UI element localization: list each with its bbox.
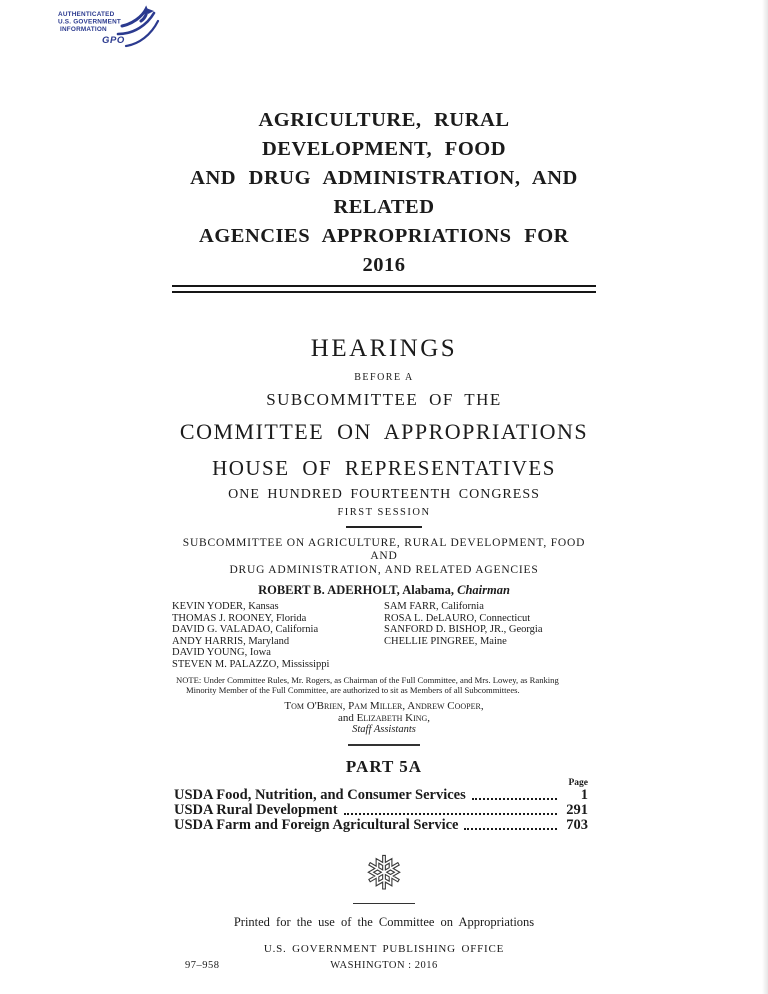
member-name: KEVIN YODER, Kansas (172, 601, 279, 612)
dot-leader (472, 798, 557, 800)
member-name: ROSA L. DeLAURO, Connecticut (384, 612, 531, 624)
contents-item-page: 291 (566, 801, 588, 818)
contents-row (172, 818, 596, 833)
member-name: STEVEN M. PALAZZO, Mississippi (172, 658, 330, 670)
house-heading: HOUSE OF REPRESENTATIVES (212, 455, 556, 480)
dot-leader (464, 828, 557, 830)
member-name: SAM FARR, California (384, 601, 484, 612)
members-minority-column (384, 601, 596, 671)
logo-line-authenticated: AUTHENTICATED (58, 11, 115, 18)
member-name: DAVID YOUNG, Iowa (172, 647, 271, 659)
staff-role-label: Staff Assistants (352, 724, 416, 736)
staff-and: and (337, 711, 357, 724)
chairman-title: Chairman (457, 583, 510, 597)
contents-table (172, 788, 596, 833)
logo-gpo-text: GPO (102, 35, 125, 46)
staff-name-king: Elizabeth King, (356, 711, 431, 724)
scan-edge-shadow (762, 0, 768, 994)
snowflake-glyph: ❅ (364, 845, 404, 899)
chairman-name: ROBERT B. ADERHOLT, Alabama, (258, 583, 458, 597)
document-number: 97–958 (185, 959, 220, 971)
document-page (172, 0, 596, 971)
staff-names-line-2 (172, 713, 596, 725)
gpo-eagle-icon (54, 5, 166, 57)
document-title (172, 106, 596, 280)
part-heading: PART 5A (345, 756, 423, 776)
note-line-2: Minority Member of the Full Committee, are authorized to sit as Members of all Subcommittees. (186, 684, 520, 695)
snowflake-ornament-icon (172, 845, 596, 899)
member-name: SANFORD D. BISHOP, JR., Georgia (384, 624, 543, 636)
before-a-label: BEFORE A (354, 371, 414, 383)
committee-heading: COMMITTEE ON APPROPRIATIONS (179, 418, 589, 444)
title-line-2: AND DRUG ADMINISTRATION, AND RELATED (190, 167, 578, 218)
staff-assistants-block (172, 701, 596, 736)
hearings-heading: HEARINGS (310, 334, 458, 362)
contents-item-label: USDA Food, Nutrition, and Consumer Services (174, 786, 466, 803)
members-majority-column (172, 601, 384, 671)
congress-line: ONE HUNDRED FOURTEENTH CONGRESS (228, 486, 540, 502)
dot-leader (344, 813, 557, 815)
title-line-3: AGENCIES APPROPRIATIONS FOR 2016 (199, 225, 569, 276)
member-name: THOMAS J. ROONEY, Florida (172, 612, 307, 624)
subcommittee-heading-line-1: SUBCOMMITTEE ON AGRICULTURE, RURAL DEVELOPMENT, FOOD AND (182, 536, 586, 562)
logo-line-us-government: U.S. GOVERNMENT (58, 18, 122, 26)
member-name: ANDY HARRIS, Maryland (172, 635, 290, 647)
staff-names-line-1: Tom O'Brien, Pam Miller, Andrew Cooper, (284, 700, 484, 713)
note-line-1: NOTE: Under Committee Rules, Mr. Rogers, as Chairman of the Full Committee, and Mrs. Lowey, as Ranking (176, 674, 559, 685)
page-col-label: Page (568, 777, 588, 788)
separator-rule-1 (346, 526, 422, 528)
logo-line-information: INFORMATION (60, 26, 107, 33)
contents-row (172, 803, 596, 818)
member-columns (172, 601, 596, 671)
printed-for-line: Printed for the use of the Committee on Appropriations (233, 914, 535, 929)
title-double-rule (172, 285, 596, 293)
gpo-authenticated-logo (54, 5, 166, 57)
member-name: DAVID G. VALADAO, California (172, 624, 319, 636)
subcommittee-heading-line-2: DRUG ADMINISTRATION, AND RELATED AGENCIES (229, 563, 539, 576)
subcommittee-heading (172, 537, 596, 578)
separator-rule-2 (348, 744, 420, 746)
session-line: FIRST SESSION (337, 506, 431, 518)
member-name: CHELLIE PINGREE, Maine (384, 635, 507, 647)
separator-rule-3 (353, 903, 415, 904)
subcommittee-of-the: SUBCOMMITTEE OF THE (266, 389, 502, 409)
committee-rules-note (172, 675, 596, 696)
contents-item-page: 703 (566, 816, 588, 833)
imprint-row (172, 960, 596, 971)
city-year: WASHINGTON : 2016 (330, 959, 438, 971)
title-line-1: AGRICULTURE, RURAL DEVELOPMENT, FOOD (258, 109, 510, 160)
publisher-line: U.S. GOVERNMENT PUBLISHING OFFICE (263, 942, 505, 955)
chairman-line (172, 583, 596, 598)
contents-row (172, 788, 596, 803)
contents-item-page: 1 (580, 786, 588, 803)
contents-item-label: USDA Farm and Foreign Agricultural Service (174, 816, 459, 833)
contents-item-label: USDA Rural Development (174, 801, 338, 818)
